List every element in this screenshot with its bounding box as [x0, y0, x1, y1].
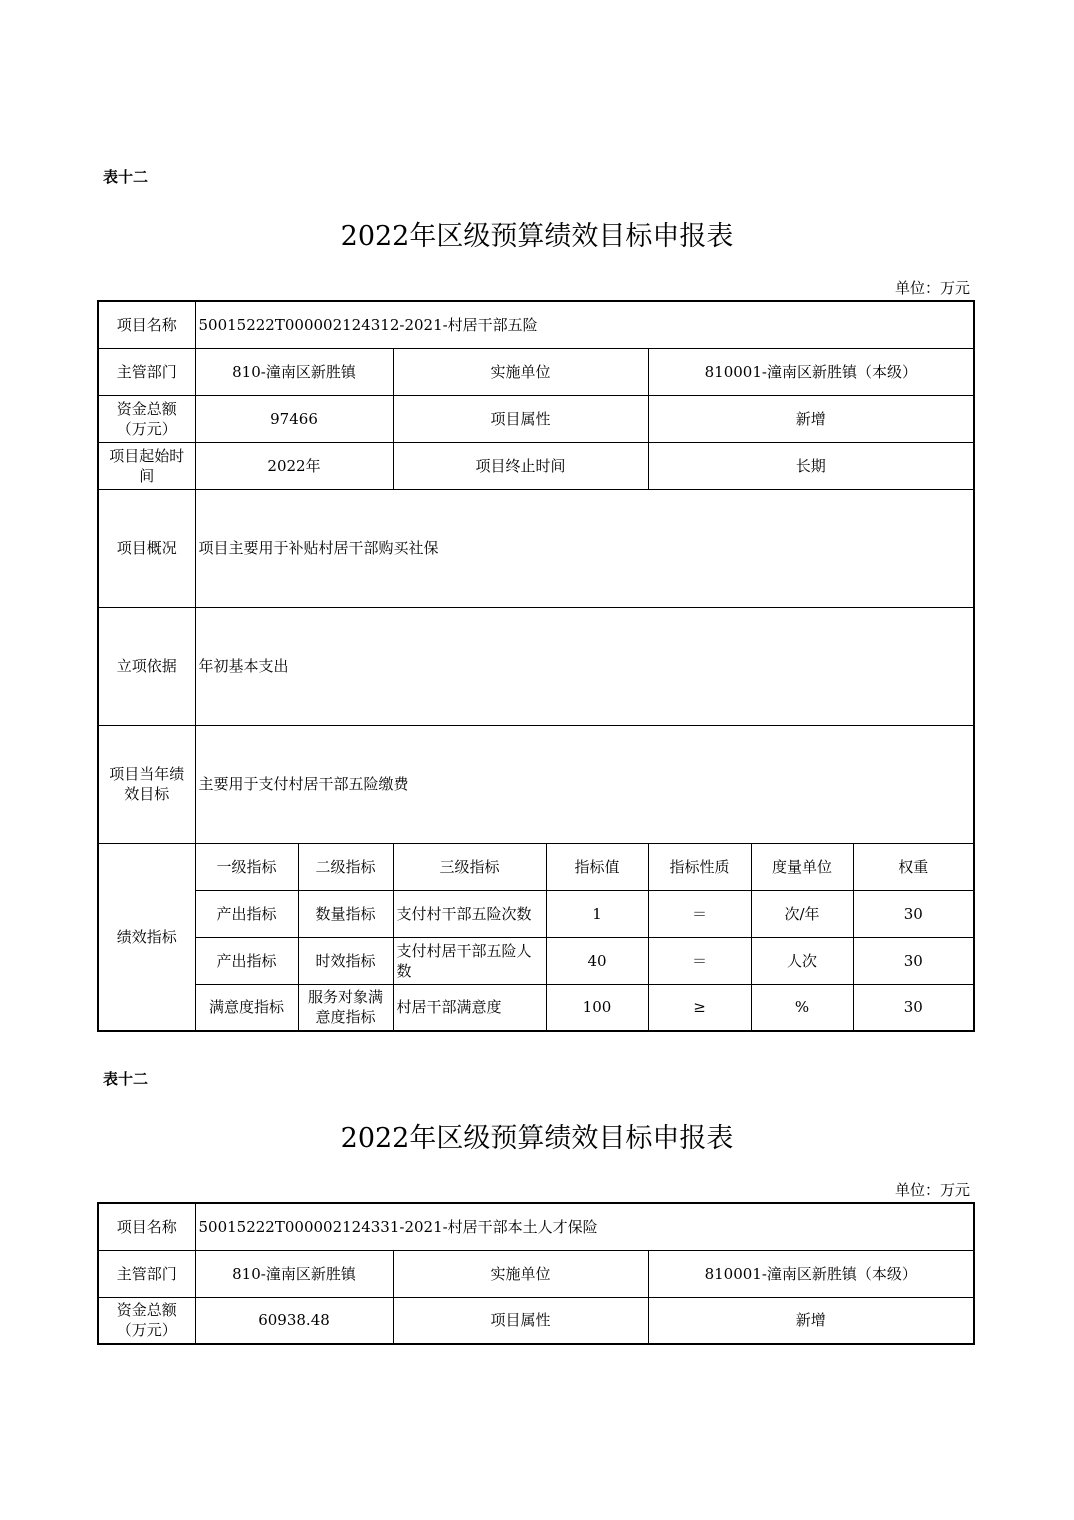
indicator-header: 一级指标: [195, 843, 298, 890]
dept-label: 主管部门: [98, 348, 195, 395]
indicator-level3: 支付村干部五险次数: [393, 890, 546, 937]
indicator-level1: 产出指标: [195, 937, 298, 984]
dept-value: 810-潼南区新胜镇: [195, 1250, 393, 1297]
dept-value: 810-潼南区新胜镇: [195, 348, 393, 395]
budget-form-table: [97, 1202, 975, 1345]
unit-label: 单位：万元: [894, 1181, 970, 1199]
indicator-value: 1: [546, 890, 648, 937]
impl-unit-value: 810001-潼南区新胜镇（本级）: [648, 348, 974, 395]
table-row: [98, 937, 974, 984]
indicator-unit: 人次: [751, 937, 853, 984]
form-title: 2022年区级预算绩效目标申报表: [340, 221, 734, 252]
project-name-value: 50015222T000002124331-2021-村居干部本土人才保险: [195, 1203, 974, 1250]
form-label: 表十二: [103, 168, 149, 186]
form-title: 2022年区级预算绩效目标申报表: [340, 1123, 734, 1154]
goal-label: 项目当年绩效目标: [98, 725, 195, 843]
funds-label: 资金总额（万元）: [98, 1297, 195, 1344]
indicator-nature: ≥: [648, 984, 751, 1031]
start-label: 项目起始时间: [98, 442, 195, 489]
indicator-header: 二级指标: [298, 843, 393, 890]
indicator-weight: 30: [853, 937, 974, 984]
indicator-level2: 数量指标: [298, 890, 393, 937]
indicator-unit: %: [751, 984, 853, 1031]
project-name-value: 50015222T000002124312-2021-村居干部五险: [195, 301, 974, 348]
indicator-value: 40: [546, 937, 648, 984]
attr-label: 项目属性: [393, 395, 648, 442]
impl-unit-value: 810001-潼南区新胜镇（本级）: [648, 1250, 974, 1297]
impl-unit-label: 实施单位: [393, 1250, 648, 1297]
indicator-header: 指标值: [546, 843, 648, 890]
impl-unit-label: 实施单位: [393, 348, 648, 395]
dept-label: 主管部门: [98, 1250, 195, 1297]
indicator-header: 度量单位: [751, 843, 853, 890]
attr-value: 新增: [648, 1297, 974, 1344]
indicators-label: 绩效指标: [98, 843, 195, 1031]
indicator-nature: ＝: [648, 890, 751, 937]
indicator-level1: 满意度指标: [195, 984, 298, 1031]
end-label: 项目终止时间: [393, 442, 648, 489]
end-value: 长期: [648, 442, 974, 489]
table-row: [98, 890, 974, 937]
budget-form-table: [97, 300, 975, 1032]
table-row: [98, 984, 974, 1031]
attr-label: 项目属性: [393, 1297, 648, 1344]
indicator-level3: 支付村居干部五险人数: [393, 937, 546, 984]
indicator-weight: 30: [853, 890, 974, 937]
indicator-weight: 30: [853, 984, 974, 1031]
indicator-header: 权重: [853, 843, 974, 890]
indicator-level2: 服务对象满意度指标: [298, 984, 393, 1031]
unit-label: 单位：万元: [894, 279, 970, 297]
basis-value: 年初基本支出: [195, 607, 974, 725]
overview-value: 项目主要用于补贴村居干部购买社保: [195, 489, 974, 607]
indicator-header: 三级指标: [393, 843, 546, 890]
funds-value: 60938.48: [195, 1297, 393, 1344]
basis-label: 立项依据: [98, 607, 195, 725]
funds-value: 97466: [195, 395, 393, 442]
project-name-label: 项目名称: [98, 301, 195, 348]
attr-value: 新增: [648, 395, 974, 442]
project-name-label: 项目名称: [98, 1203, 195, 1250]
indicator-level2: 时效指标: [298, 937, 393, 984]
indicator-header: 指标性质: [648, 843, 751, 890]
indicator-nature: ＝: [648, 937, 751, 984]
indicator-level3: 村居干部满意度: [393, 984, 546, 1031]
indicator-level1: 产出指标: [195, 890, 298, 937]
goal-value: 主要用于支付村居干部五险缴费: [195, 725, 974, 843]
funds-label: 资金总额（万元）: [98, 395, 195, 442]
indicator-unit: 次/年: [751, 890, 853, 937]
indicator-value: 100: [546, 984, 648, 1031]
start-value: 2022年: [195, 442, 393, 489]
overview-label: 项目概况: [98, 489, 195, 607]
form-label: 表十二: [103, 1070, 149, 1088]
